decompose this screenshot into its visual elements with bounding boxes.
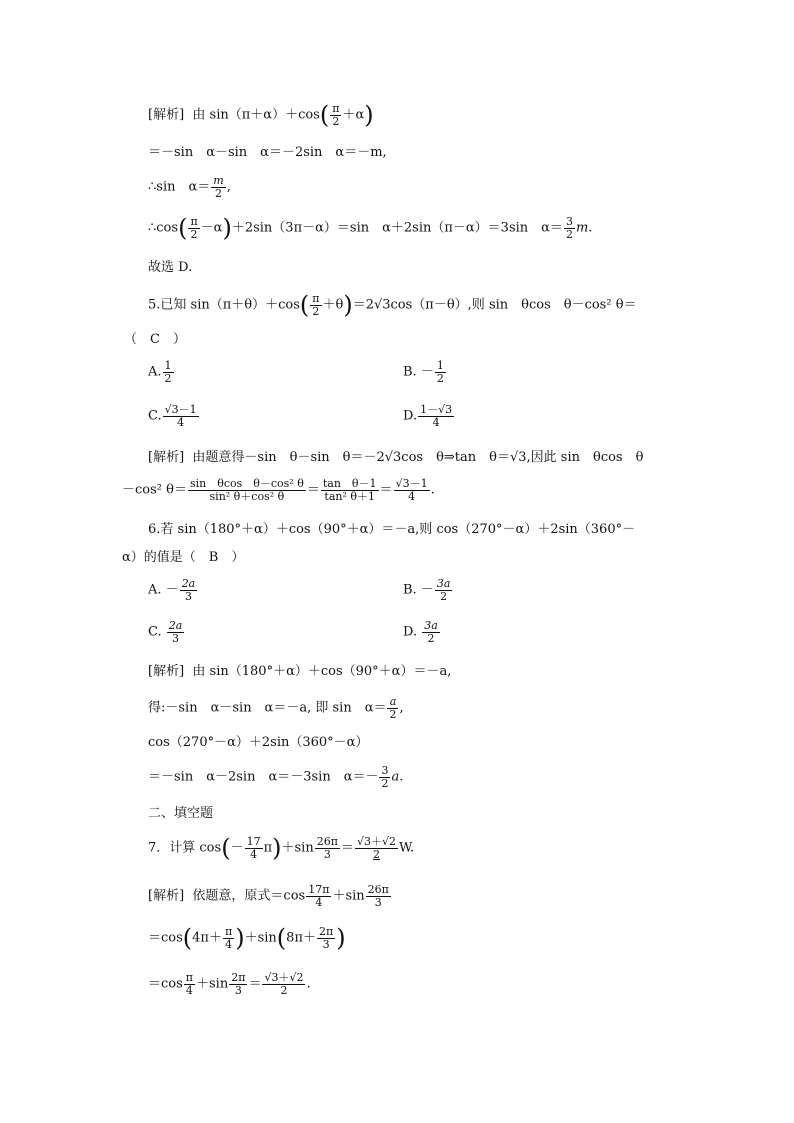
fraction	[310, 293, 321, 317]
denominator: sin² θ＋cos² θ	[188, 490, 306, 503]
numerator: 26π	[367, 883, 389, 896]
denominator: 2	[381, 776, 389, 790]
fraction	[435, 360, 446, 384]
denominator: 3	[167, 632, 185, 645]
denominator: 2	[164, 371, 172, 385]
q5-answer: （ C ）	[124, 332, 186, 347]
numerator: a	[389, 695, 397, 708]
text: ,	[226, 179, 231, 195]
denominator: 2	[310, 305, 321, 318]
fraction	[306, 884, 331, 908]
q4-analysis-line-5: 故选 D.	[148, 260, 193, 275]
denominator: 3	[315, 848, 340, 861]
option-letter: A.	[148, 582, 162, 598]
right-paren: )	[336, 924, 346, 953]
numerator: π	[185, 971, 194, 984]
fraction	[180, 578, 198, 602]
fraction	[167, 620, 185, 644]
q4-analysis-line-3	[148, 175, 231, 199]
sign: －	[420, 364, 434, 380]
q6-option-d	[403, 620, 441, 644]
text: ＋2sin（3π－α）＝sin α＋2sin（π－α）＝3sin α＝	[231, 220, 563, 236]
fraction	[394, 478, 430, 502]
denominator: 4	[163, 416, 199, 429]
text: 依题意，原式＝cos	[192, 888, 306, 904]
left-paren: (	[182, 924, 193, 953]
right-paren: )	[235, 924, 245, 953]
denominator: 2	[435, 590, 453, 603]
fraction	[211, 175, 225, 199]
q6-analysis-line-2	[148, 696, 404, 720]
numerator: π	[224, 925, 233, 938]
fraction	[422, 620, 440, 644]
text: ,	[399, 700, 404, 716]
left-paren: (	[319, 101, 330, 130]
numerator: π	[312, 292, 320, 305]
text: ∴cos	[148, 220, 179, 236]
numerator: √3＋√2	[356, 835, 396, 848]
fraction	[188, 216, 199, 240]
text: ＝cos	[148, 930, 183, 946]
fraction	[387, 696, 398, 720]
fraction	[245, 836, 263, 860]
q6-analysis-line-4	[148, 765, 403, 789]
denominator: 2	[565, 227, 573, 241]
text: ＝	[340, 840, 354, 856]
text: 由题意得－sin θ－sin θ＝－2√3cos θ⇒tan θ＝√3,因此 sin θcos θ	[192, 450, 644, 465]
analysis-tag: [解析]	[148, 107, 185, 123]
text: ＝	[248, 976, 262, 992]
fraction	[330, 103, 341, 127]
numerator: 3a	[424, 619, 438, 632]
text: ＋sin	[332, 888, 365, 904]
text: 由 sin（180°＋α）＋cos（90°＋α）＝－a,	[192, 664, 452, 679]
q5-analysis-line-1	[148, 451, 643, 464]
numerator: 17π	[308, 883, 330, 896]
denominator: 4	[394, 490, 430, 503]
left-paren: (	[178, 214, 188, 243]
text: ＋sin	[196, 976, 229, 992]
denominator: 4	[184, 984, 195, 997]
numerator: sin θcos θ－cos² θ	[189, 477, 304, 490]
text: ＋α	[342, 107, 365, 123]
denominator: 3	[229, 984, 247, 997]
fraction	[317, 926, 335, 950]
denominator: 2	[422, 632, 440, 645]
text: ＋θ	[322, 297, 344, 313]
fraction	[379, 765, 390, 789]
numerator: 17	[246, 835, 261, 848]
fraction	[564, 216, 575, 240]
text: ＝2√3cos（π－θ）,则 sin θcos θ－cos² θ＝	[352, 297, 637, 313]
denominator: 3	[180, 590, 198, 603]
numerator: 1	[164, 359, 172, 372]
option-letter: D.	[403, 408, 418, 424]
denominator: tan² θ＋1	[321, 490, 379, 503]
option-letter: C.	[148, 408, 162, 424]
q6-option-c	[148, 620, 185, 644]
q6-stem-line-1: 6.若 sin（180°＋α）＋cos（90°＋α）＝－a,则 cos（270°－α）＋2sin（360°－	[148, 522, 636, 537]
numerator: √3＋√2	[264, 971, 304, 984]
numerator: 1－√3	[420, 403, 453, 416]
right-paren: )	[222, 214, 232, 243]
denominator: 2	[330, 115, 341, 128]
q6-analysis-line-1	[148, 665, 451, 678]
text: .	[430, 482, 435, 498]
sign: －	[420, 582, 434, 598]
denominator: 4	[418, 416, 454, 429]
left-paren: (	[221, 834, 231, 863]
fraction	[188, 478, 306, 502]
right-paren: )	[272, 834, 282, 863]
fraction	[321, 478, 379, 502]
q4-analysis-line-4	[148, 214, 593, 243]
q7-stem	[148, 834, 415, 863]
denominator: 3	[366, 896, 391, 909]
q6-analysis-line-3: cos（270°－α）＋2sin（360°－α）	[148, 735, 369, 750]
numerator: √3－1	[395, 477, 428, 490]
denominator: 2	[188, 228, 199, 241]
q5-option-d	[403, 404, 455, 428]
q5-option-a	[148, 360, 175, 384]
numerator: 1	[436, 359, 444, 372]
fraction	[184, 972, 195, 996]
q6-option-b	[403, 578, 453, 602]
fraction	[163, 360, 174, 384]
numerator: 2π	[231, 971, 246, 984]
text: －cos² θ＝	[122, 482, 187, 498]
text: ＝cos	[148, 976, 183, 992]
text: 7．计算 cos	[148, 840, 222, 856]
denominator: 2	[355, 848, 398, 861]
numerator: 3	[565, 215, 573, 228]
text: ＋sin	[244, 930, 277, 946]
numerator: π	[332, 102, 340, 115]
denominator: 3	[317, 938, 335, 951]
section-title: 二、填空题	[148, 806, 214, 821]
option-letter: D.	[403, 624, 418, 640]
text: －α	[200, 220, 223, 236]
fraction	[435, 578, 453, 602]
text: 4π＋	[192, 930, 222, 946]
fraction	[229, 972, 247, 996]
q7-analysis-line-3	[148, 972, 311, 996]
option-letter: C.	[148, 624, 162, 640]
option-letter: B.	[403, 582, 417, 598]
text: ＝－sin α－2sin α＝－3sin α＝－	[148, 769, 379, 785]
option-letter: A.	[148, 364, 162, 380]
numerator: √3－1	[164, 403, 197, 416]
numerator: tan θ－1	[322, 477, 377, 490]
text: W.	[398, 840, 415, 856]
denominator: 4	[245, 848, 263, 861]
denominator: 4	[223, 938, 234, 951]
q5-analysis-line-2: －cos² θ＝ $\frac{\text{sin θcos θ－cos² θ}}{\text{sin² θ＋cos² θ}}$ ＝ $\frac{\text{tan θ－1}}{\text{tan² θ＋1}}$ ＝ $\frac{√3-1}{4}$ .	[122, 477, 435, 503]
text: ＋sin	[281, 840, 314, 856]
q6-option-a	[148, 578, 198, 602]
denominator: 2	[211, 187, 225, 200]
q4-analysis-line-1	[148, 101, 374, 130]
denominator: 2	[436, 371, 444, 385]
q7-analysis-line-2	[148, 924, 346, 953]
text: 由 sin（π＋α）＋cos	[192, 107, 320, 123]
fraction	[366, 884, 391, 908]
right-paren: )	[364, 101, 374, 130]
numerator: 3a	[436, 577, 451, 590]
denominator: 2	[262, 984, 305, 997]
fraction	[163, 404, 199, 428]
text: m.	[575, 220, 593, 236]
text: a.	[391, 769, 404, 785]
analysis-tag: [解析]	[148, 664, 185, 679]
denominator: 2	[389, 707, 397, 721]
numerator: π	[190, 215, 198, 228]
sign: －	[165, 582, 179, 598]
numerator: 2a	[181, 577, 196, 590]
analysis-tag: [解析]	[148, 450, 185, 465]
text: .	[306, 976, 311, 992]
text: 5.已知 sin（π＋θ）＋cos	[148, 297, 300, 313]
answer-fraction	[355, 836, 398, 860]
text: 得:－sin α－sin α＝－a, 即 sin α＝	[148, 700, 387, 716]
numerator: 2a	[168, 619, 183, 632]
q4-analysis-line-2: ＝－sin α－sin α＝－2sin α＝－m,	[148, 145, 387, 160]
q6-stem-line-2: α）的值是（ B ）	[122, 550, 245, 565]
fraction	[262, 972, 305, 996]
fraction	[418, 404, 454, 428]
denominator: 4	[306, 896, 331, 909]
fraction	[315, 836, 340, 860]
numerator: 2π	[319, 925, 334, 938]
q7-analysis-line-1	[148, 884, 392, 908]
text: 8π＋	[286, 930, 316, 946]
sign: －	[230, 840, 244, 856]
numerator: m	[213, 174, 224, 187]
text: π	[263, 840, 273, 856]
text: ∴sin α＝	[148, 179, 211, 195]
q5-stem	[148, 291, 637, 320]
left-paren: (	[276, 924, 287, 953]
fraction	[223, 926, 234, 950]
right-paren: )	[343, 291, 353, 320]
numerator: 26π	[316, 835, 338, 848]
option-letter: B.	[403, 364, 417, 380]
numerator: 3	[381, 764, 389, 777]
q5-option-c	[148, 404, 200, 428]
q5-option-b	[403, 360, 447, 384]
analysis-tag: [解析]	[148, 888, 185, 904]
left-paren: (	[299, 291, 310, 320]
